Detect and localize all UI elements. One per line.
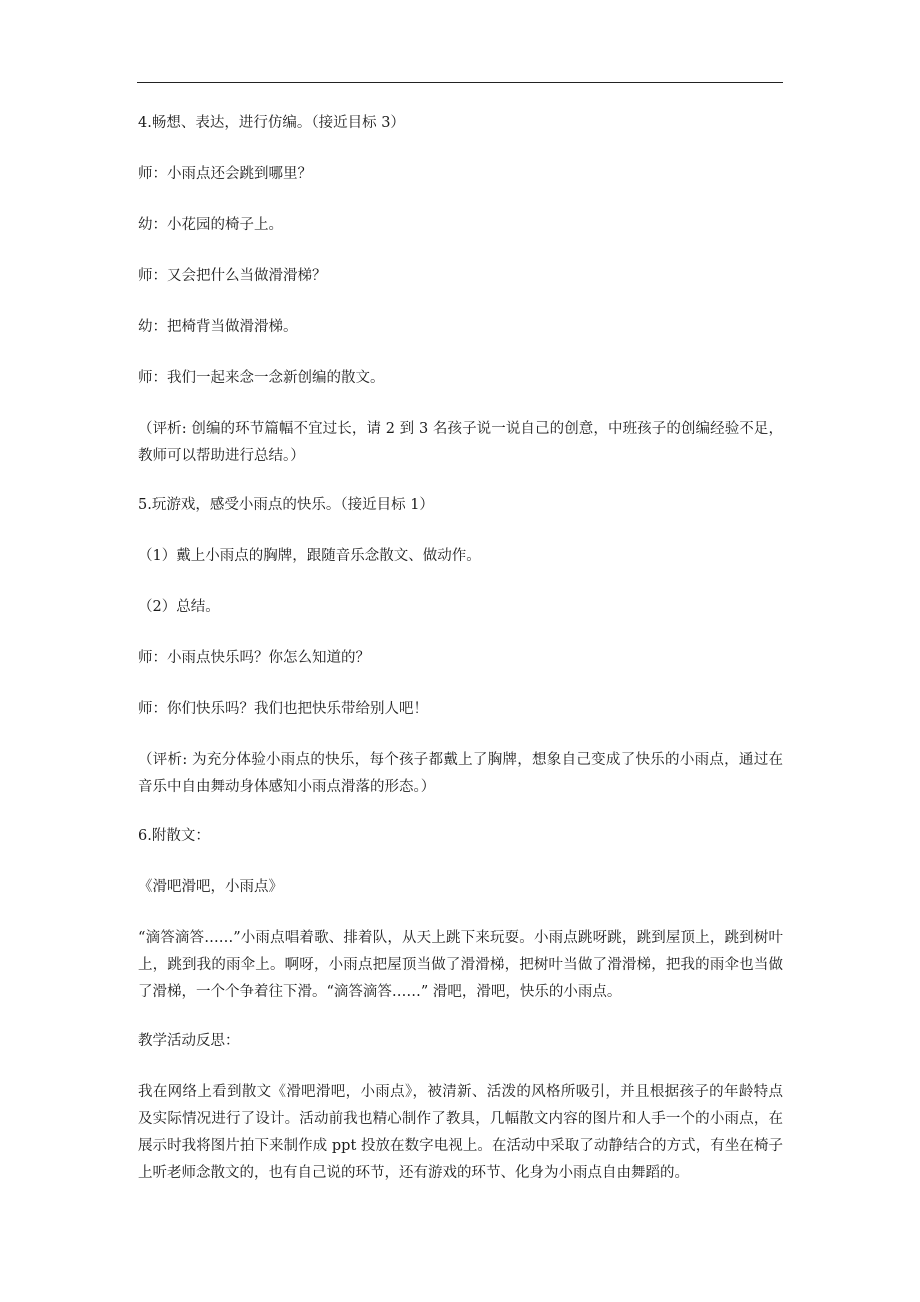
commentary-paragraph: （评析: 为充分体验小雨点的快乐，每个孩子都戴上了胸牌，想象自己变成了快乐的小雨点，通过在音乐中自由舞动身体感知小雨点滑落的形态。） [138,752,783,795]
step-item: （2）总结。 [138,599,220,615]
prose-text: “滴答滴答……”小雨点唱着歌、排着队，从天上跳下来玩耍。小雨点跳呀跳，跳到屋顶上，跳到树叶上，跳到我的雨伞上。啊呀，小雨点把屋顶当做了滑滑梯，把树叶当做了滑滑梯，把我的雨伞也当做了滑梯，一个个争着往下滑。“滴答滴答……” 滑吧，滑吧，快乐的小雨点。 [138,930,783,1000]
prose-title: 《滑吧滑吧，小雨点》 [138,879,283,895]
document-body [138,110,783,1209]
dialogue-line: 师：小雨点还会跳到哪里？ [138,166,312,182]
dialogue-line: 师：你们快乐吗？我们也把快乐带给别人吧！ [138,701,428,717]
dialogue-line: 师：小雨点快乐吗？你怎么知道的？ [138,650,370,666]
reflection-paragraph: 我在网络上看到散文《滑吧滑吧，小雨点》，被清新、活泼的风格所吸引，并且根据孩子的年龄特点及实际情况进行了设计。活动前我也精心制作了教具，几幅散文内容的图片和人手一个的小雨点，在展示时我将图片拍下来制作成 ppt 投放在数字电视上。在活动中采取了动静结合的方式，有坐在椅子上听老师念散文的，也有自己说的环节，还有游戏的环节、化身为小雨点自由舞蹈的。 [138,1084,783,1181]
dialogue-line: 师：我们一起来念一念新创编的散文。 [138,370,385,386]
dialogue-line: 幼：小花园的椅子上。 [138,217,283,233]
step-item: （1）戴上小雨点的胸牌，跟随音乐念散文、做动作。 [138,548,481,564]
section-heading-5: 5.玩游戏，感受小雨点的快乐。（接近目标 1） [138,497,434,513]
commentary-paragraph: （评析: 创编的环节篇幅不宜过长，请 2 到 3 名孩子说一说自己的创意，中班孩子的创编经验不足，教师可以帮助进行总结。） [138,421,783,464]
dialogue-line: 师：又会把什么当做滑滑梯？ [138,268,327,284]
reflection-heading: 教学活动反思： [138,1033,240,1049]
header-rule [137,82,783,83]
dialogue-line: 幼：把椅背当做滑滑梯。 [138,319,298,335]
section-heading-6: 6.附散文： [138,828,210,844]
section-heading-4: 4.畅想、表达，进行仿编。（接近目标 3） [138,115,405,131]
